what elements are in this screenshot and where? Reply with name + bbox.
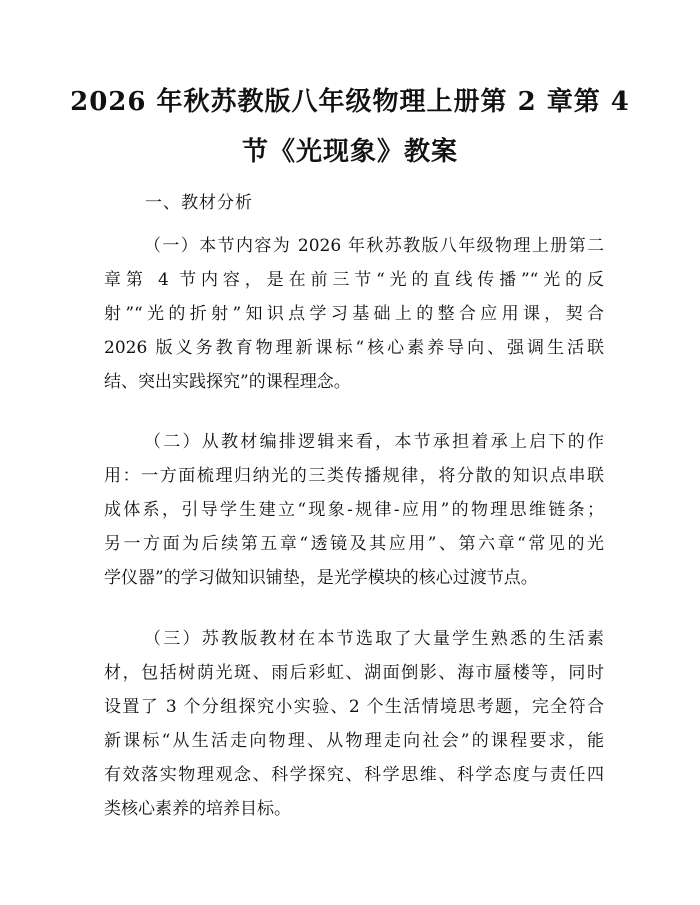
paragraph-line: 用：一方面梳理归纳光的三类传播规律，将分散的知识点串联 <box>104 466 604 486</box>
document-title-line-1: 2026 年秋苏教版八年级物理上册第 2 章第 4 <box>70 87 630 117</box>
paragraph-line: 2026 版义务教育物理新课标“核心素养导向、强调生活联 <box>104 338 604 358</box>
paragraph-line: 新课标“从生活走向物理、从物理走向社会”的课程要求，能 <box>104 731 604 751</box>
paragraph-line: 另一方面为后续第五章“透镜及其应用”、第六章“常见的光 <box>104 534 604 554</box>
paragraph-1 <box>104 229 604 399</box>
paragraph-line: 类核心素养的培养目标。 <box>104 799 291 819</box>
paragraph-line: 射”“光的折射”知识点学习基础上的整合应用课，契合 <box>104 304 604 324</box>
section-heading: 一、教材分析 <box>145 193 253 213</box>
paragraph-line: （二）从教材编排逻辑来看，本节承担着承上启下的作 <box>144 432 604 452</box>
paragraph-line: 成体系，引导学生建立“现象-规律-应用”的物理思维链条； <box>104 500 604 520</box>
paragraph-line: （一）本节内容为 2026 年秋苏教版八年级物理上册第二 <box>144 236 604 256</box>
paragraph-3 <box>104 622 604 826</box>
paragraph-line: （三）苏教版教材在本节选取了大量学生熟悉的生活素 <box>144 629 604 649</box>
paragraph-line: 结、突出实践探究”的课程理念。 <box>104 372 351 392</box>
paragraph-line: 设置了 3 个分组探究小实验、2 个生活情境思考题，完全符合 <box>104 697 604 717</box>
paragraph-line: 材，包括树荫光斑、雨后彩虹、湖面倒影、海市蜃楼等，同时 <box>104 663 604 683</box>
paragraph-line: 学仪器”的学习做知识铺垫，是光学模块的核心过渡节点。 <box>104 568 538 588</box>
paragraph-line: 有效落实物理观念、科学探究、科学思维、科学态度与责任四 <box>104 765 604 785</box>
document-title-line-2: 节《光现象》教案 <box>241 137 458 167</box>
paragraph-2 <box>104 425 604 595</box>
paragraph-line: 章第 4 节内容，是在前三节“光的直线传播”“光的反 <box>104 270 604 290</box>
